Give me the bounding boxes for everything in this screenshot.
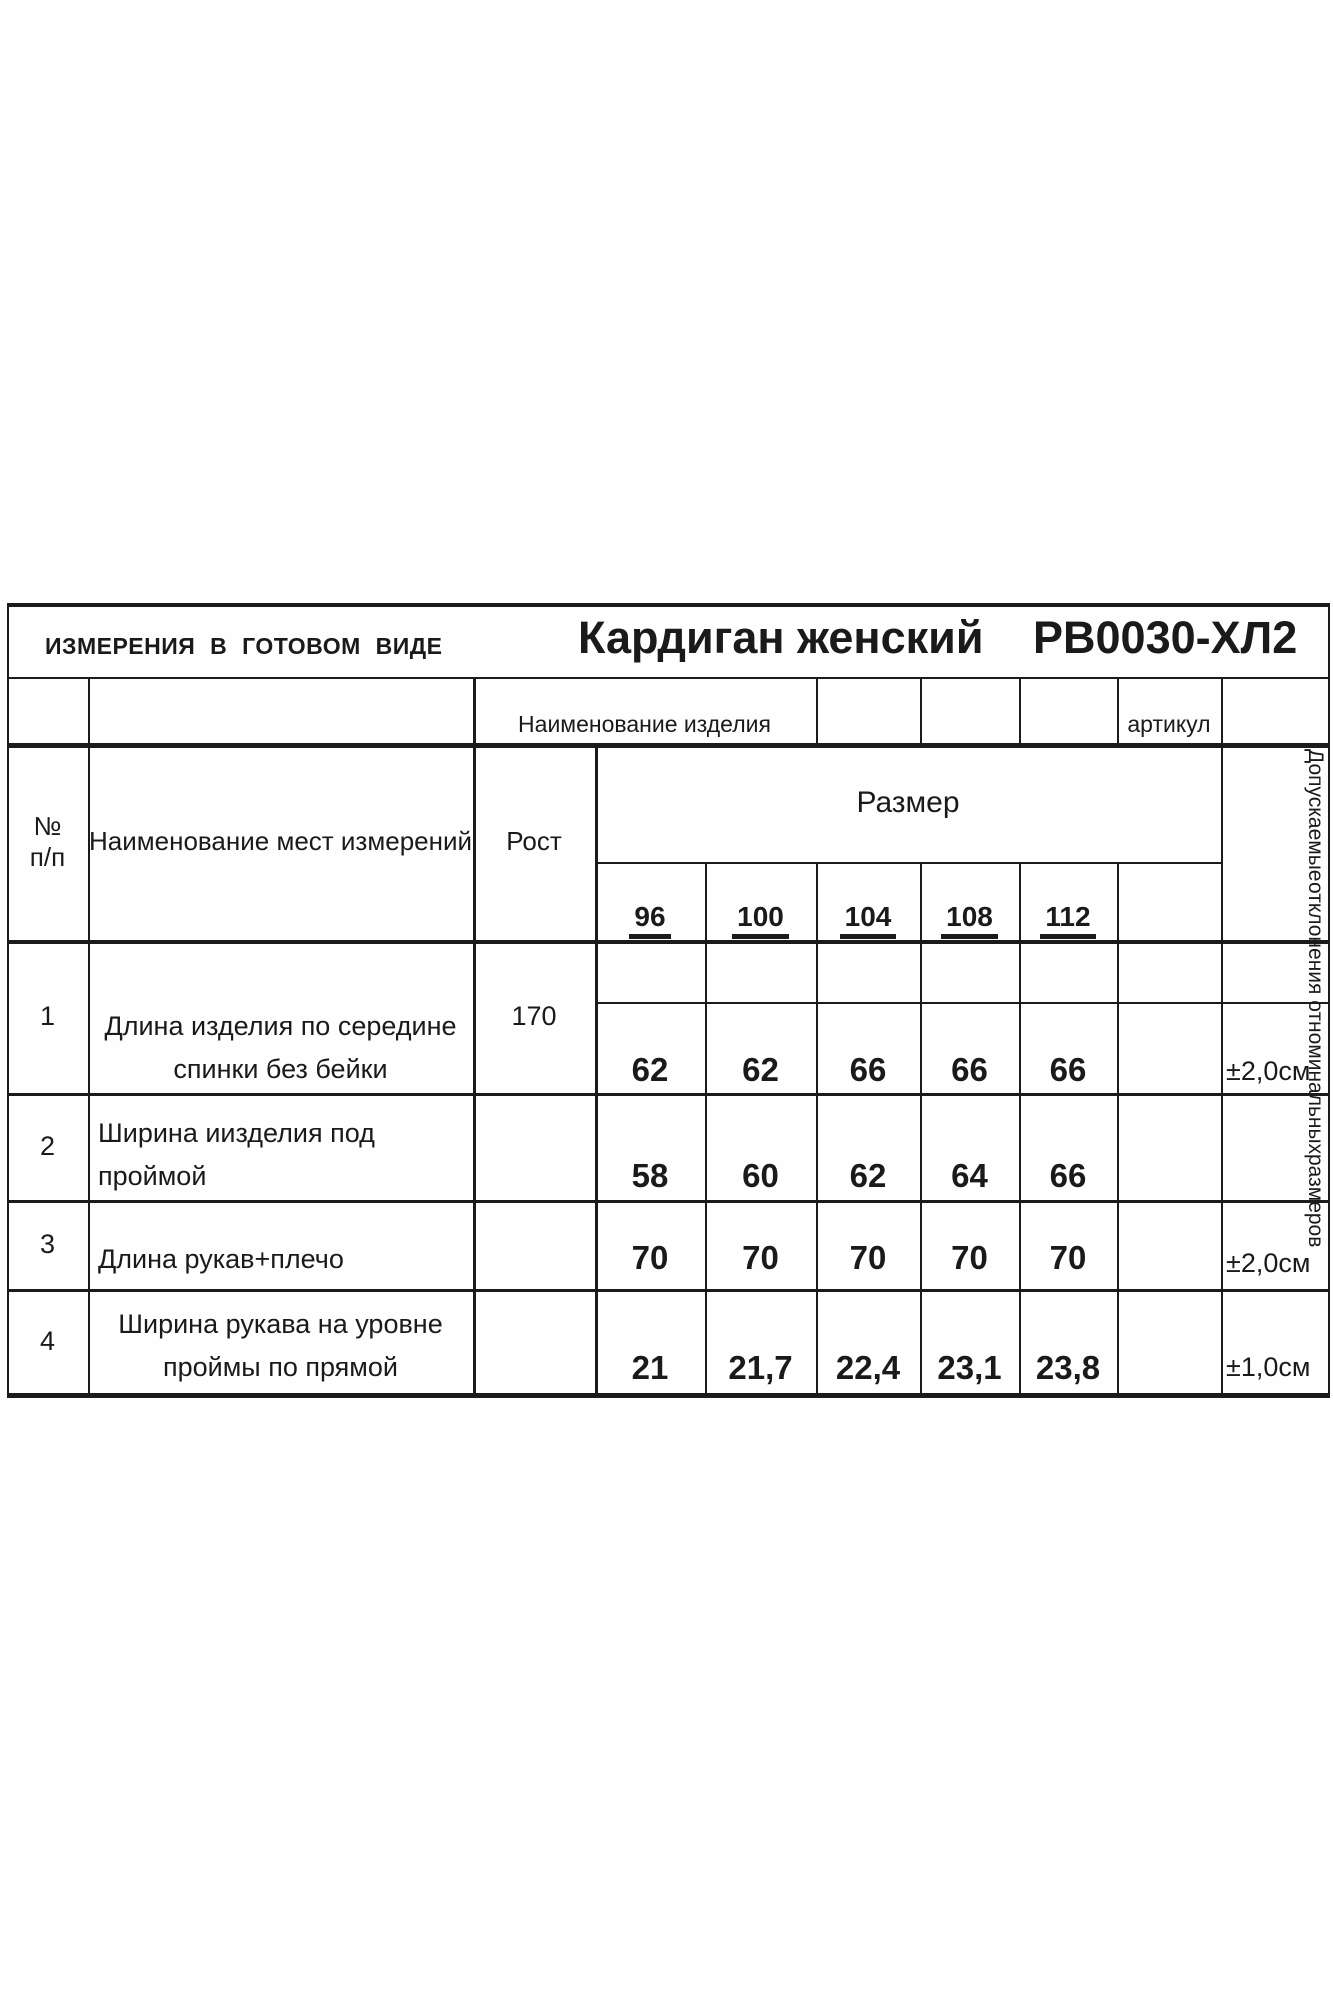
row3-measurement-name: Длина рукав+плечо (98, 1244, 344, 1274)
table-top-border (7, 603, 1330, 607)
col-header-num (7, 743, 88, 940)
row1-value-108: 66 (951, 1051, 988, 1088)
col-header-tolerance: Допускаемые отклонения от номинальных размеров (1304, 749, 1327, 1248)
article-code: РВ0030-ХЛ2 (1033, 612, 1298, 663)
size-header-96: 96 (595, 862, 705, 940)
table-bottom-border (7, 1393, 1330, 1398)
row4-value-104: 22,4 (835, 1349, 901, 1386)
col-header-measurement-name: Наименование мест измерений (88, 826, 473, 856)
grid-line (920, 677, 922, 743)
row4-value-100: 21,7 (728, 1349, 793, 1386)
size-header-112: 112 (1019, 862, 1117, 940)
product-name-label: Наименование изделия (518, 711, 771, 737)
row3-value-112: 70 (1049, 1239, 1087, 1276)
row3-num: 3 (39, 1229, 56, 1259)
row4-value-112: 23,8 (1035, 1349, 1101, 1386)
num-header-line2: п/п (29, 841, 66, 872)
row3-value-96: 70 (631, 1239, 669, 1276)
measurement-table (7, 603, 1330, 1398)
row2-measurement-name: Ширина иизделия под проймой (98, 1118, 375, 1191)
row1-value-104: 66 (849, 1051, 887, 1088)
row2-value-112: 66 (1049, 1157, 1087, 1194)
grid-line (1019, 677, 1021, 743)
product-title: Кардиган женский (578, 612, 984, 663)
row1-tolerance: ±2,0см (1226, 1056, 1311, 1086)
sheet-title: ИЗМЕРЕНИЯ В ГОТОВОМ ВИДЕ (45, 633, 443, 659)
row2-value-100: 60 (742, 1157, 779, 1194)
row4-measurement-name: Ширина рукава на уровне проймы по прямой (118, 1309, 443, 1382)
row2-value-104: 62 (849, 1157, 887, 1194)
size-header-104: 104 (816, 862, 920, 940)
row2-value-108: 64 (951, 1157, 988, 1194)
row4-value-96: 21 (631, 1349, 669, 1386)
row3-value-104: 70 (849, 1239, 887, 1276)
row3-value-100: 70 (742, 1239, 779, 1276)
article-label: артикул (1127, 711, 1211, 737)
col-header-size-group: Размер (856, 785, 960, 819)
row3-value-108: 70 (951, 1239, 988, 1276)
row2-value-96: 58 (631, 1157, 669, 1194)
row2-num: 2 (39, 1131, 56, 1161)
row4-value-108: 23,1 (937, 1349, 1002, 1386)
num-header-line1: № (33, 810, 62, 841)
row4-tolerance: ±1,0см (1226, 1352, 1311, 1382)
row1-measurement-name: Длина изделия по середине спинки без бейки (104, 1011, 457, 1084)
grid-line (816, 677, 818, 743)
row1-num: 1 (39, 1001, 56, 1031)
size-header-100: 100 (705, 862, 816, 940)
row1-value-96: 62 (631, 1051, 669, 1088)
row3-tolerance: ±2,0см (1226, 1248, 1311, 1278)
col-header-height: Рост (506, 826, 562, 856)
row4-num: 4 (39, 1325, 56, 1356)
grid-line (1117, 862, 1119, 1393)
row1-value-112: 66 (1049, 1051, 1087, 1088)
size-header-108: 108 (920, 862, 1019, 940)
row1-value-100: 62 (742, 1051, 779, 1088)
row1-height-value: 170 (511, 1001, 557, 1031)
